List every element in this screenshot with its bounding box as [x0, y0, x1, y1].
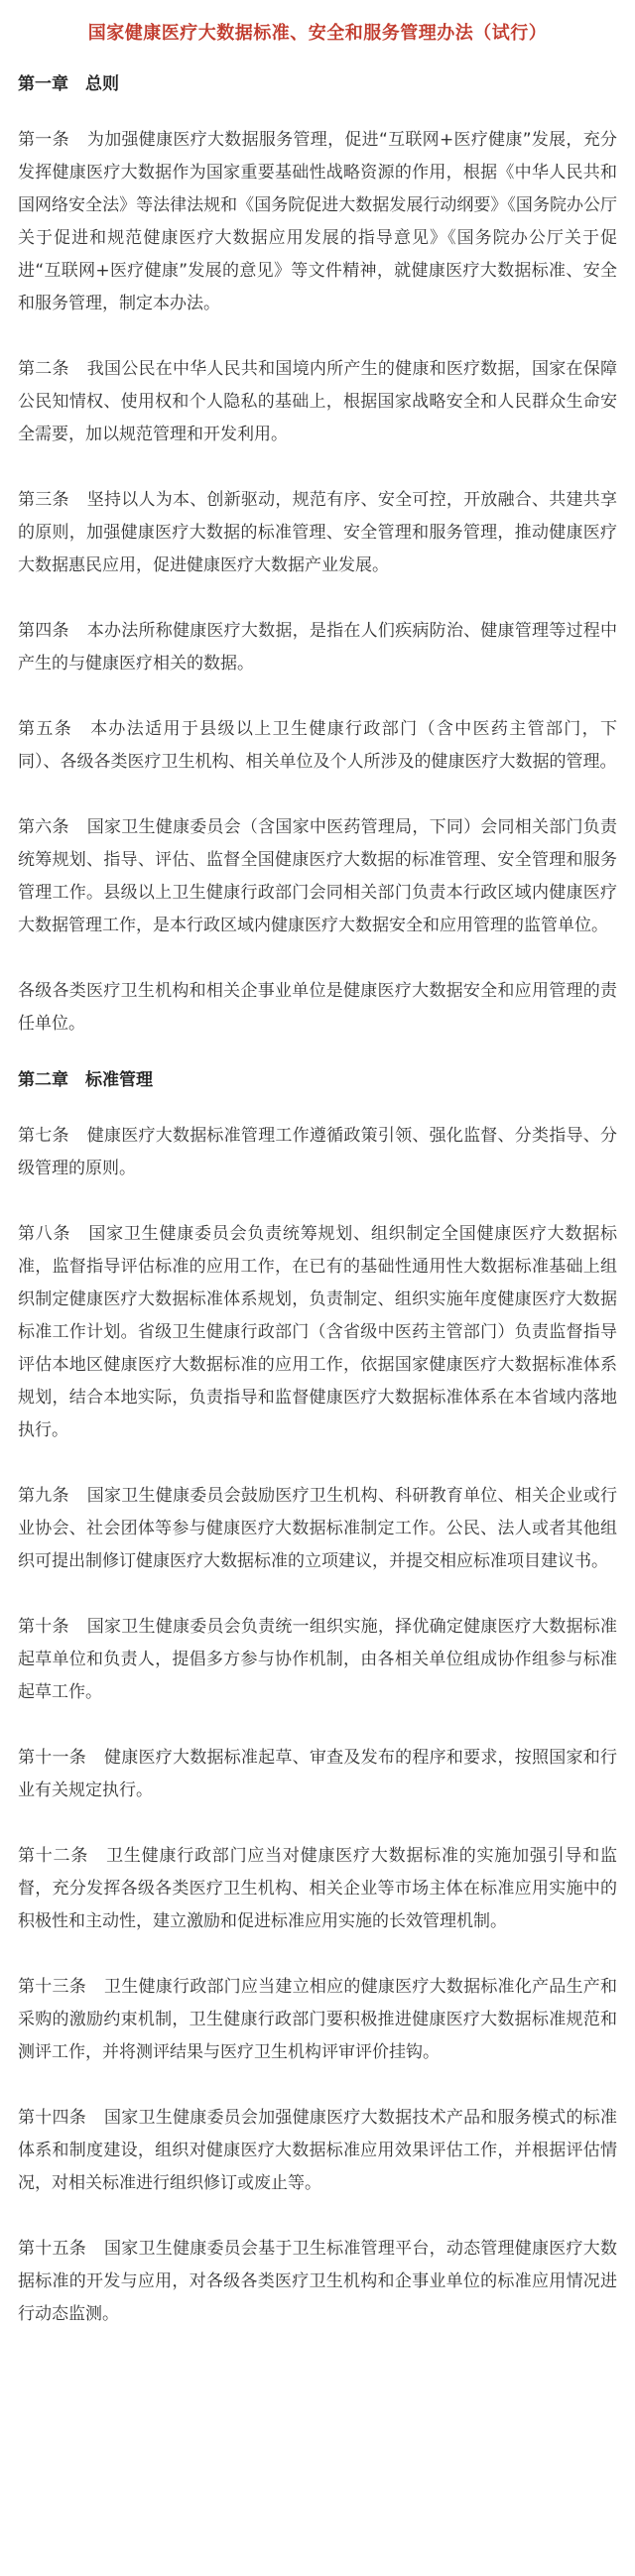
article-text: 国家卫生健康委员会（含国家中医药管理局，下同）会同相关部门负责统筹规划、指导、评估、监督全国健康医疗大数据的标准管理、安全管理和服务管理工作。县级以上卫生健康行政部门会同相关部门负责本行政区域内健康医疗大数据管理工作，是本行政区域内健康医疗大数据安全和应用管理的监管单位。	[18, 817, 618, 935]
article-number: 第十二条	[18, 1846, 89, 1866]
article-number: 第八条	[18, 1224, 71, 1244]
article-text: 国家卫生健康委员会鼓励医疗卫生机构、科研教育单位、相关企业或行业协会、社会团体等参与健康医疗大数据标准制定工作。公民、法人或者其他组织可提出制修订健康医疗大数据标准的立项建议，并提交相应标准项目建议书。	[18, 1486, 618, 1571]
article-text: 坚持以人为本、创新驱动，规范有序、安全可控，开放融合、共建共享的原则，加强健康医疗大数据的标准管理、安全管理和服务管理，推动健康医疗大数据惠民应用，促进健康医疗大数据产业发展。	[18, 490, 618, 575]
article-paragraph	[18, 2233, 617, 2331]
article-text: 国家卫生健康委员会基于卫生标准管理平台，动态管理健康医疗大数据标准的开发与应用，对各级各类医疗卫生机构和企事业单位的标准应用情况进行动态监测。	[18, 2239, 618, 2324]
article-text: 本办法所称健康医疗大数据，是指在人们疾病防治、健康管理等过程中产生的与健康医疗相关的数据。	[18, 621, 618, 674]
article-number: 第七条	[18, 1126, 69, 1146]
article-paragraph	[18, 1480, 617, 1578]
article-text: 健康医疗大数据标准起草、审查及发布的程序和要求，按照国家和行业有关规定执行。	[18, 1748, 618, 1800]
article-paragraph	[18, 353, 617, 451]
article-number: 第十四条	[18, 2108, 86, 2128]
chapter-heading: 第二章 标准管理	[18, 1070, 153, 1090]
chapter-heading: 第一章 总则	[18, 74, 119, 94]
document-title: 国家健康医疗大数据标准、安全和服务管理办法（试行）	[87, 23, 548, 44]
article-number: 第六条	[18, 817, 69, 837]
article-paragraph	[18, 1120, 617, 1185]
article-number: 第四条	[18, 621, 69, 641]
article-number: 第二条	[18, 359, 69, 379]
article-number: 第九条	[18, 1486, 69, 1506]
article-text: 卫生健康行政部门应当对健康医疗大数据标准的实施加强引导和监督，充分发挥各级各类医疗卫生机构、相关企业等市场主体在标准应用实施中的积极性和主动性，建立激励和促进标准应用实施的长效管理机制。	[18, 1846, 617, 1931]
article-paragraph	[18, 975, 617, 1041]
article-text: 为加强健康医疗大数据服务管理，促进“互联网+医疗健康”发展，充分发挥健康医疗大数据作为国家重要基础性战略资源的作用，根据《中华人民共和国网络安全法》等法律法规和《国务院促进大数据发展行动纲要》《国务院办公厅关于促进和规范健康医疗大数据应用发展的指导意见》《国务院办公厅关于促进“互联网+医疗健康”发展的意见》等文件精神，就健康医疗大数据标准、安全和服务管理，制定本办法。	[18, 130, 618, 313]
article-paragraph	[18, 1611, 617, 1709]
article-number: 第三条	[18, 490, 69, 510]
article-text: 本办法适用于县级以上卫生健康行政部门（含中医药主管部门，下同）、各级各类医疗卫生机构、相关单位及个人所涉及的健康医疗大数据的管理。	[18, 719, 618, 772]
article-paragraph	[18, 811, 617, 942]
article-text: 我国公民在中华人民共和国境内所产生的健康和医疗数据，国家在保障公民知情权、使用权和个人隐私的基础上，根据国家战略安全和人民群众生命安全需要，加以规范管理和开发利用。	[18, 359, 618, 444]
article-text: 国家卫生健康委员会加强健康医疗大数据技术产品和服务模式的标准体系和制度建设，组织对健康医疗大数据标准应用效果评估工作，并根据评估情况，对相关标准进行组织修订或废止等。	[18, 2108, 618, 2193]
article-text: 健康医疗大数据标准管理工作遵循政策引领、强化监督、分类指导、分级管理的原则。	[18, 1126, 618, 1178]
article-paragraph	[18, 2102, 617, 2200]
article-text: 各级各类医疗卫生机构和相关企事业单位是健康医疗大数据安全和应用管理的责任单位。	[18, 981, 617, 1034]
article-number: 第十条	[18, 1617, 69, 1637]
article-text: 国家卫生健康委员会负责统一组织实施，择优确定健康医疗大数据标准起草单位和负责人，提倡多方参与协作机制，由各相关单位组成协作组参与标准起草工作。	[18, 1617, 618, 1702]
article-paragraph	[18, 1840, 617, 1938]
article-number: 第一条	[18, 130, 69, 150]
article-number: 第十一条	[18, 1748, 86, 1768]
article-text: 国家卫生健康委员会负责统筹规划、组织制定全国健康医疗大数据标准，监督指导评估标准的应用工作，在已有的基础性通用性大数据标准基础上组织制定健康医疗大数据标准体系规划，负责制定、组织实施年度健康医疗大数据标准工作计划。省级卫生健康行政部门（含省级中医药主管部门）负责监督指导评估本地区健康医疗大数据标准的应用工作，依据国家健康医疗大数据标准体系规划，结合本地实际，负责指导和监督健康医疗大数据标准体系在本省域内落地执行。	[18, 1224, 617, 1440]
article-paragraph	[18, 1218, 617, 1447]
document-body	[18, 71, 617, 2331]
article-number: 第五条	[18, 719, 73, 739]
article-text: 卫生健康行政部门应当建立相应的健康医疗大数据标准化产品生产和采购的激励约束机制，卫生健康行政部门要积极推进健康医疗大数据标准规范和测评工作，并将测评结果与医疗卫生机构评审评价挂钩。	[18, 1977, 618, 2062]
article-paragraph	[18, 484, 617, 582]
article-number: 第十三条	[18, 1977, 86, 1997]
article-paragraph	[18, 713, 617, 779]
article-paragraph	[18, 1742, 617, 1807]
article-paragraph	[18, 124, 617, 320]
article-paragraph	[18, 615, 617, 680]
article-paragraph	[18, 1971, 617, 2069]
article-number: 第十五条	[18, 2239, 86, 2259]
